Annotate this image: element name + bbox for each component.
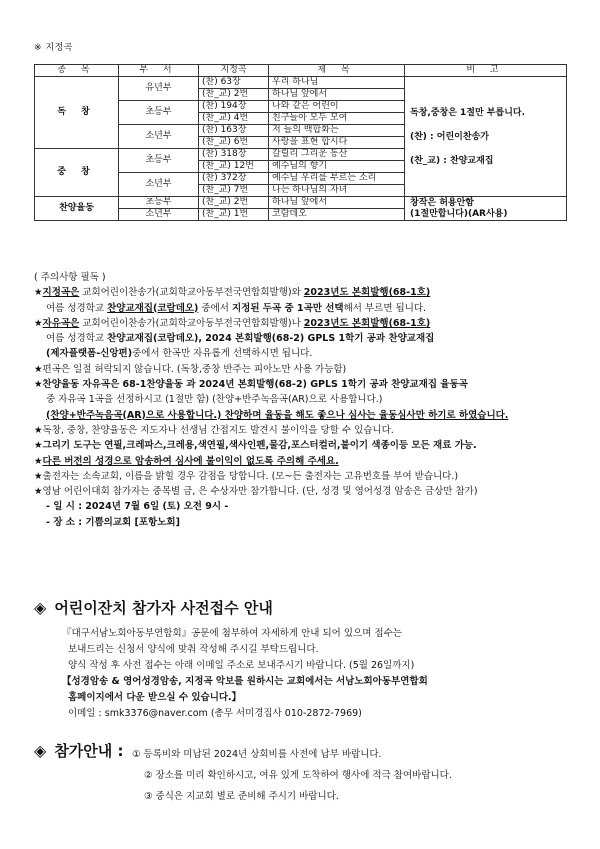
song-title: 예수님 우리를 부르는 소리 <box>269 173 405 185</box>
note-text: 자유곡은 <box>42 317 80 329</box>
header-song-code: 지정곡 <box>199 65 269 77</box>
note-text: 중에서 <box>198 302 232 314</box>
song-code: (찬) 63장 <box>199 77 269 89</box>
star: ★ <box>34 287 43 299</box>
note-text: 지정된 두곡 중 1곡만 선택 <box>231 302 344 314</box>
note-text: 해서 부르면 됩니다. <box>343 302 427 314</box>
song-code: (찬_교) 4번 <box>199 113 269 125</box>
note-line: (1절만합니다)(AR사용) <box>410 208 508 219</box>
guide-item: ② 장소를 미리 확인하시고, 여유 있게 도착하여 행사에 적극 참여바랍니다. <box>144 770 452 781</box>
note-text: 2023년도 본회발행(68-1호) <box>303 317 431 329</box>
notes-title: ( 주의사항 필독 ) <box>34 272 106 283</box>
diamond-icon: ◈ <box>34 741 47 760</box>
guide-item: ③ 중식은 지교회 별로 준비해 주시기 바랍니다. <box>144 791 339 802</box>
dept-cell: 소년부 <box>119 125 199 149</box>
caution-notes <box>34 270 574 530</box>
song-code: (찬_교) 12번 <box>199 161 269 173</box>
reg-line: 보내드리는 신청서 양식에 맞춰 작성해 주시길 부탁드립니다. <box>68 644 319 655</box>
note-line <box>34 331 574 346</box>
note-praise-dance <box>405 197 567 221</box>
note-line: 창작은 허용안함 <box>410 197 474 208</box>
section-label: ※ 지정곡 <box>34 43 73 53</box>
star: ★ <box>34 317 43 329</box>
song-title: 코람데오 <box>269 209 405 221</box>
note-line <box>34 454 574 469</box>
song-code: (찬) 318장 <box>199 149 269 161</box>
song-code: (찬_교) 2번 <box>199 197 269 209</box>
header-note: 비 고 <box>405 65 567 77</box>
header-category: 종 목 <box>35 65 119 77</box>
note-line: 독창,중창은 1절만 부릅니다. <box>410 107 526 118</box>
dept-cell: 소년부 <box>119 209 199 221</box>
note-line: ★편곡은 일절 허락되지 않습니다. (독창,중창 반주는 피아노만 사용 가능함) <box>34 363 347 375</box>
note-line: ★그리기 도구는 연필,크레파스,크레용,색연필,색사인펜,물감,포스터컬러,붙이기 색종이등 모든 재료 가능. <box>34 440 477 452</box>
dept-cell: 유년부 <box>119 77 199 101</box>
song-title: 하나님 앞에서 <box>269 89 405 101</box>
category-praise-dance: 찬양율동 <box>35 197 119 221</box>
table-row <box>35 77 567 89</box>
dept-cell: 초등부 <box>119 197 199 209</box>
note-line: ★출전자는 소속교회, 이름을 밝힐 경우 감점을 당합니다. (모~든 출전자는 고유번호를 부여 받습니다.) <box>34 470 459 482</box>
song-title: 나와 같은 어린이 <box>269 101 405 113</box>
dept-cell: 초등부 <box>119 149 199 173</box>
note-line <box>34 285 574 300</box>
contact-email: 이메일 : smk3376@naver.com (총무 서미경집사 010-2872-7969) <box>68 708 362 719</box>
note-text: 찬양교재집(코람데오) <box>107 302 199 314</box>
note-line: ★영남 어린이대회 참가자는 중목별 금, 은 수상자만 참가합니다. (단, 성경 및 영어성경 암송은 금상만 참가) <box>34 486 478 498</box>
note-line: (찬양+반주녹음곡(AR)으로 사용합니다.) 찬양하며 율동을 해도 좋으나 심사는 율동심사만 하기로 하였습니다. <box>46 409 509 421</box>
registration-heading-text: 어린이잔치 참가자 사전접수 안내 <box>54 599 273 617</box>
song-code: (찬) 194장 <box>199 101 269 113</box>
note-line: (찬_교) : 찬양교재집 <box>410 155 494 166</box>
song-title: 나는 하나님의 자녀 <box>269 185 405 197</box>
song-code: (찬_교) 6번 <box>199 137 269 149</box>
category-ensemble: 중 창 <box>35 149 119 197</box>
dept-cell: 소년부 <box>119 173 199 197</box>
note-line: ★독창, 중창, 찬양율동은 지도자나 선생님 간접지도 발견시 불이익을 당할 수 있습니다. <box>34 424 394 436</box>
note-text: 교회어린이찬송가(교회학교아동부전국연합회발행)와 <box>79 287 304 299</box>
note-text: 여름 성경학교 <box>46 302 108 314</box>
guide-heading-text: 참가안내 : <box>54 742 124 760</box>
note-text: 다른 버전의 성경으로 암송하여 심사에 불이익이 없도록 주의해 주세요. <box>42 455 339 467</box>
song-title: 갈릴리 그리운 동산 <box>269 149 405 161</box>
reg-line: 홈페이지에서 다운 받으실 수 있습니다.】 <box>68 692 242 703</box>
song-title: 사랑을 표현 합시다 <box>269 137 405 149</box>
note-text: (제자플랫폼-신앙편) <box>46 348 133 360</box>
song-code: (찬_교) 7번 <box>199 185 269 197</box>
designated-songs-table <box>34 64 567 221</box>
note-text: 찬양교재집(코람데오), 2024 본회발행(68-2) GPLS 1학기 공과 찬양교재집 <box>107 333 435 345</box>
guide-heading <box>34 740 124 761</box>
note-main <box>405 77 567 197</box>
song-code: (찬) 372장 <box>199 173 269 185</box>
song-title: 우리 하나님 <box>269 77 405 89</box>
song-title: 예수님의 향기 <box>269 161 405 173</box>
note-line <box>34 301 574 316</box>
reg-line: 양식 작성 후 사전 접수는 아래 이메일 주소로 보내주시기 바랍니다. (5월 26일까지) <box>68 660 415 671</box>
header-department: 부 서 <box>119 65 199 77</box>
note-line: 중 자유곡 1곡을 선정하시고 (1절만 함) (찬양+반주녹음곡(AR)으로 사용합니다.) <box>46 394 383 406</box>
guide-items <box>132 744 452 807</box>
song-code: (찬_교) 1번 <box>199 209 269 221</box>
dept-cell: 초등부 <box>119 101 199 125</box>
note-text: 교회어린이찬송가(교회학교아동부전국연합회발행)나 <box>79 317 304 329</box>
song-title: 저 들의 백합화는 <box>269 125 405 137</box>
note-text: 여름 성경학교 <box>46 333 108 345</box>
song-code: (찬_교) 2번 <box>199 89 269 101</box>
song-code: (찬) 163장 <box>199 125 269 137</box>
header-title: 제 목 <box>269 65 405 77</box>
note-text: 지정곡은 <box>42 287 80 299</box>
note-line <box>34 316 574 331</box>
table-row <box>35 197 567 209</box>
note-text: 중에서 한곡만 자유롭게 선택하시면 됩니다. <box>132 348 313 360</box>
registration-body <box>62 626 562 722</box>
category-solo: 독 창 <box>35 77 119 149</box>
reg-line: 『대구서남노회아동부연합회』공문에 첨부하여 자세하게 안내 되어 있으며 접수는 <box>62 628 402 639</box>
registration-heading <box>34 597 273 618</box>
diamond-icon: ◈ <box>34 598 47 617</box>
table-header-row <box>35 65 567 77</box>
star: ★ <box>34 455 43 467</box>
guide-item: ① 등록비와 미납된 2024년 상회비를 사전에 납부 바랍니다. <box>132 749 382 760</box>
event-place: - 장 소 : 기쁨의교회 [포항노회] <box>46 516 180 528</box>
song-title: 친구들아 모두 모여 <box>269 113 405 125</box>
reg-line: 【성경암송 & 영어성경암송, 지정곡 악보를 원하시는 교회에서는 서남노회아동부연합회 <box>62 676 428 687</box>
note-text: 2023년도 본회발행(68-1호) <box>303 287 431 299</box>
note-line: ★찬양율동 자유곡은 68-1찬양율동 과 2024년 본회발행(68-2) GPLS 1학기 공과 찬양교재집 율동곡 <box>34 379 468 391</box>
song-title: 하나님 앞에서 <box>269 197 405 209</box>
note-line <box>34 346 574 361</box>
event-date: - 일 시 : 2024년 7월 6일 (토) 오전 9시 - <box>46 501 229 513</box>
note-line: (찬) : 어린이찬송가 <box>410 131 489 142</box>
